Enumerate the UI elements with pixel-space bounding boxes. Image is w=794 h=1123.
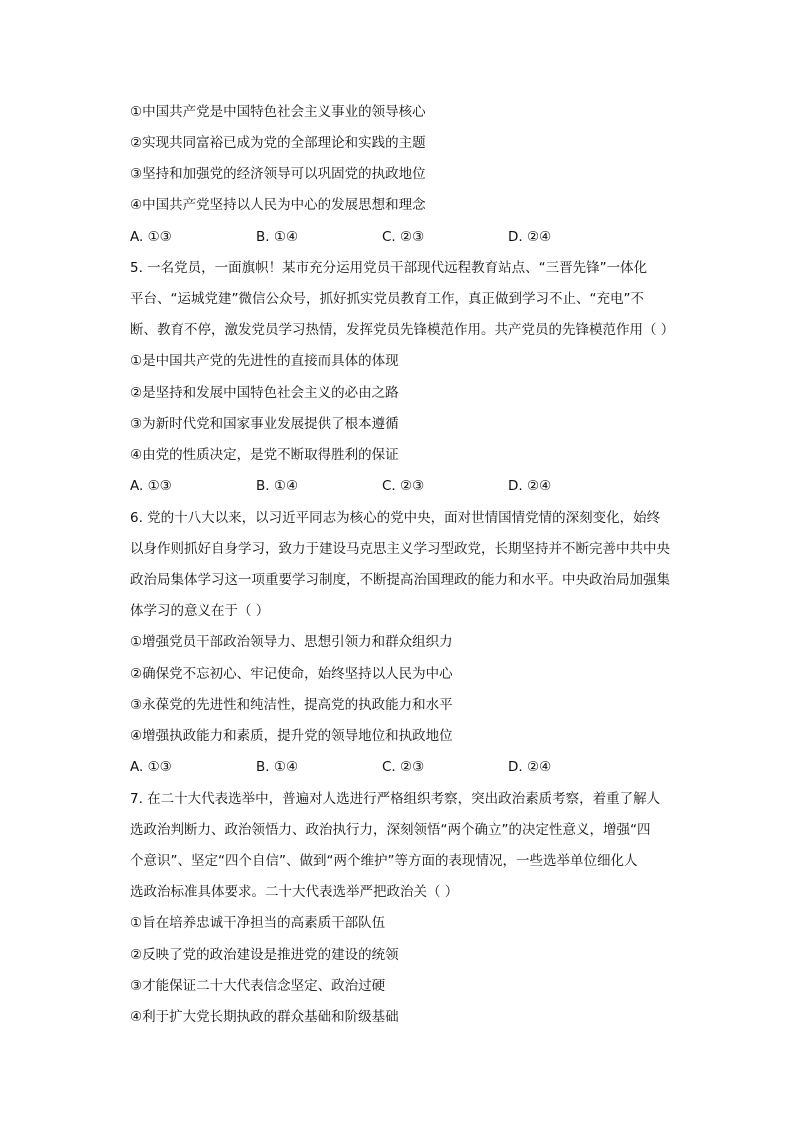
option-a: A. ①③ [130, 229, 172, 245]
option-b: B. ①④ [256, 759, 299, 775]
option-b: B. ①④ [256, 478, 299, 494]
q7-item-4: ④利于扩大党长期执政的群众基础和阶级基础 [130, 1009, 399, 1025]
option-d: D. ②④ [508, 478, 552, 494]
option-a: A. ①③ [130, 478, 172, 494]
prev-item-2: ②实现共同富裕已成为党的全部理论和实践的主题 [130, 135, 426, 151]
option-c: C. ②③ [382, 759, 425, 775]
q6-stem-line-3: 政治局集体学习这一项重要学习制度，不断提高治国理政的能力和水平。中央政治局加强集 [130, 572, 670, 588]
q6-item-4: ④增强执政能力和素质，提升党的领导地位和执政地位 [130, 728, 453, 744]
q6-options [130, 757, 690, 777]
q6-stem-line-1: 6. 党的十八大以来，以习近平同志为核心的党中央，面对世情国情党情的深刻变化，始终 [130, 510, 661, 526]
q5-item-4: ④由党的性质决定，是党不断取得胜利的保证 [130, 447, 399, 463]
q5-stem-line-2: 平台、“运城党建”微信公众号，抓好抓实党员教育工作，真正做到学习不止、“充电”不 [130, 291, 644, 307]
prev-item-4: ④中国共产党坚持以人民为中心的发展思想和理念 [130, 197, 426, 213]
q5-stem-line-1: 5. 一名党员，一面旗帜！某市充分运用党员干部现代远程教育站点、“三晋先锋”一体化 [130, 260, 648, 276]
prev-options [130, 227, 690, 247]
q5-item-2: ②是坚持和发展中国特色社会主义的必由之路 [130, 385, 399, 401]
q6-item-2: ②确保党不忘初心、牢记使命，始终坚持以人民为中心 [130, 666, 453, 682]
q7-stem-line-3: 个意识”、坚定“四个自信”、做到“两个维护”等方面的表现情况，一些选举单位细化人 [130, 853, 638, 869]
option-c: C. ②③ [382, 478, 425, 494]
q5-item-3: ③为新时代党和国家事业发展提供了根本遵循 [130, 416, 399, 432]
q6-item-1: ①增强党员干部政治领导力、思想引领力和群众组织力 [130, 634, 453, 650]
q5-item-1: ①是中国共产党的先进性的直接而具体的体现 [130, 353, 399, 369]
prev-item-1: ①中国共产党是中国特色社会主义事业的领导核心 [130, 104, 426, 120]
q6-item-3: ③永葆党的先进性和纯洁性，提高党的执政能力和水平 [130, 697, 453, 713]
option-d: D. ②④ [508, 229, 552, 245]
q5-stem-line-3: 断、教育不停，激发党员学习热情，发挥党员先锋模范作用。共产党员的先锋模范作用（ ） [130, 322, 675, 338]
option-c: C. ②③ [382, 229, 425, 245]
q7-stem-line-2: 选政治判断力、政治领悟力、政治执行力，深刻领悟“两个确立”的决定性意义，增强“四 [130, 822, 651, 838]
q7-stem-line-1: 7. 在二十大代表选举中，普遍对人选进行严格组织考察，突出政治素质考察，着重了解人 [130, 791, 661, 807]
option-d: D. ②④ [508, 759, 552, 775]
q5-options [130, 476, 690, 496]
option-b: B. ①④ [256, 229, 299, 245]
q6-stem-line-4: 体学习的意义在于（ ） [130, 603, 270, 619]
q7-item-2: ②反映了党的政治建设是推进党的建设的统领 [130, 947, 399, 963]
q7-item-3: ③才能保证二十大代表信念坚定、政治过硬 [130, 978, 386, 994]
q7-item-1: ①旨在培养忠诚干净担当的高素质干部队伍 [130, 915, 386, 931]
prev-item-3: ③坚持和加强党的经济领导可以巩固党的执政地位 [130, 166, 426, 182]
option-a: A. ①③ [130, 759, 172, 775]
q7-stem-line-4: 选政治标准具体要求。二十大代表选举严把政治关（ ） [130, 884, 459, 900]
q6-stem-line-2: 以身作则抓好自身学习，致力于建设马克思主义学习型政党，长期坚持并不断完善中共中央 [130, 541, 670, 557]
